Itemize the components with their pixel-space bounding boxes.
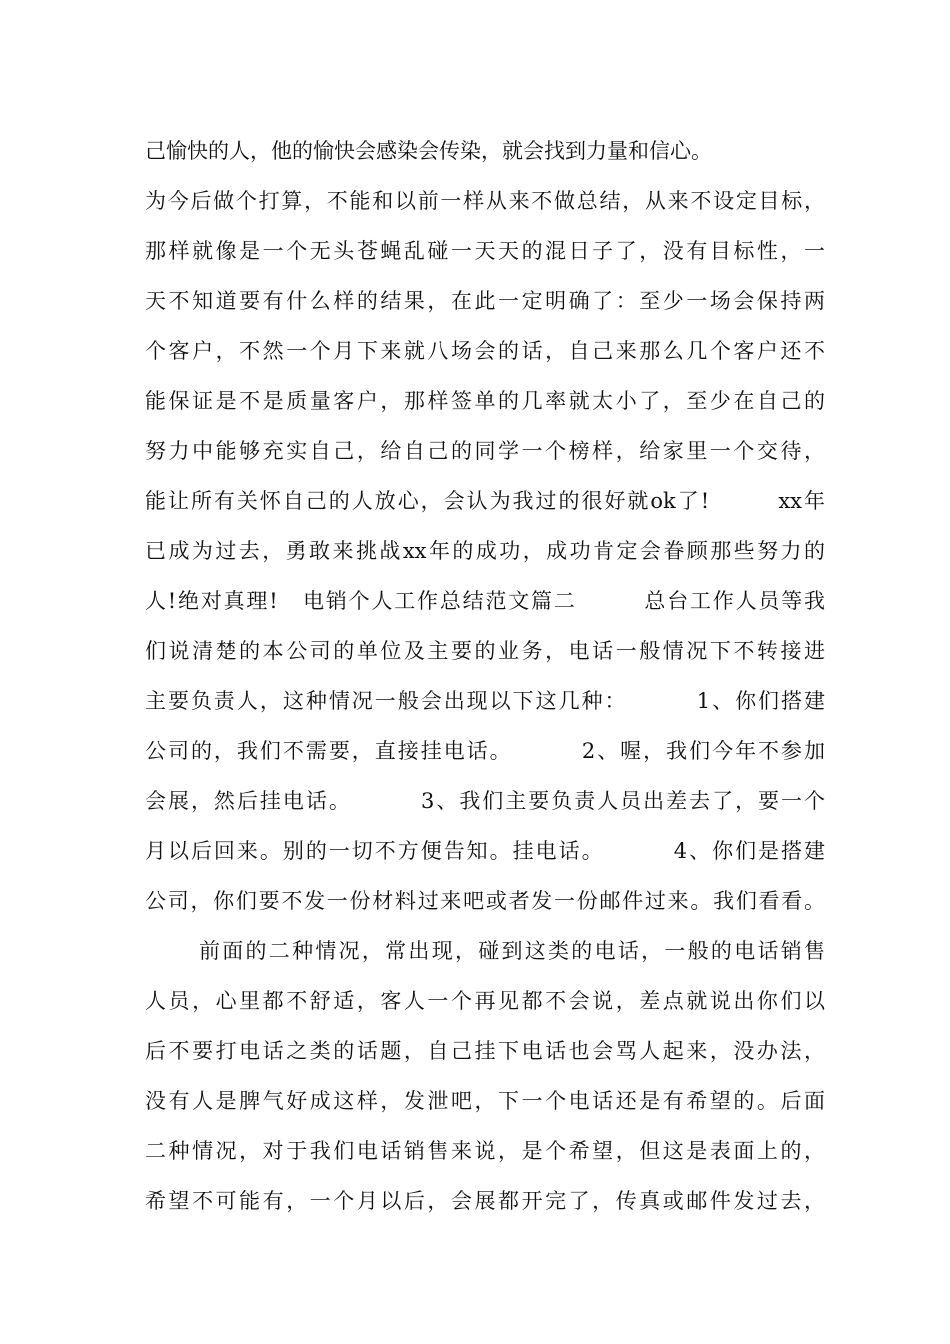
text-line-1: 己愉快的人，他的愉快会感染会传染，就会找到力量和信心。	[145, 139, 712, 163]
text-line-18: 人员，心里都不舒适，客人一个再见都不会说，差点就说出你们以	[145, 989, 825, 1013]
text-line-8: 能让所有关怀自己的人放心，会认为我过的很好就ok了! xx年	[145, 489, 825, 513]
text-line-2: 为今后做个打算，不能和以前一样从来不做总结，从来不设定目标，	[145, 189, 825, 213]
text-line-16: 公司，你们要不发一份材料过来吧或者发一份邮件过来。我们看看。	[145, 889, 825, 913]
text-line-22: 希望不可能有，一个月以后，会展都开完了，传真或邮件发过去，	[145, 1189, 825, 1213]
text-line-9: 已成为过去，勇敢来挑战xx年的成功，成功肯定会眷顾那些努力的	[145, 539, 825, 563]
text-line-20: 没有人是脾气好成这样，发泄吧，下一个电话还是有希望的。后面	[145, 1089, 825, 1113]
text-line-19: 后不要打电话之类的话题，自己挂下电话也会骂人起来，没办法，	[145, 1039, 825, 1063]
text-line-5: 个客户，不然一个月下来就八场会的话，自己来那么几个客户还不	[145, 339, 825, 363]
text-line-7: 努力中能够充实自己，给自己的同学一个榜样，给家里一个交待，	[145, 439, 825, 463]
text-line-4: 天不知道要有什么样的结果，在此一定明确了：至少一场会保持两	[145, 289, 825, 313]
text-line-14: 会展，然后挂电话。 3、我们主要负责人员出差去了，要一个	[145, 789, 825, 813]
text-line-15: 月以后回来。别的一切不方便告知。挂电话。 4、你们是搭建	[145, 839, 825, 863]
text-line-13: 公司的，我们不需要，直接挂电话。 2、喔，我们今年不参加	[145, 739, 825, 763]
text-line-21: 二种情况，对于我们电话销售来说，是个希望，但这是表面上的，	[145, 1139, 825, 1163]
text-line-10: 人!绝对真理! 电销个人工作总结范文篇二 总台工作人员等我	[145, 589, 825, 613]
text-line-17: 前面的二种情况，常出现，碰到这类的电话，一般的电话销售	[199, 939, 825, 963]
document-body	[145, 126, 825, 1226]
text-line-12: 主要负责人，这种情况一般会出现以下这几种： 1、你们搭建	[145, 689, 825, 713]
text-line-3: 那样就像是一个无头苍蝇乱碰一天天的混日子了，没有目标性，一	[145, 239, 825, 263]
text-line-6: 能保证是不是质量客户，那样签单的几率就太小了，至少在自己的	[145, 389, 825, 413]
text-line-11: 们说清楚的本公司的单位及主要的业务，电话一般情况下不转接进	[145, 639, 825, 663]
